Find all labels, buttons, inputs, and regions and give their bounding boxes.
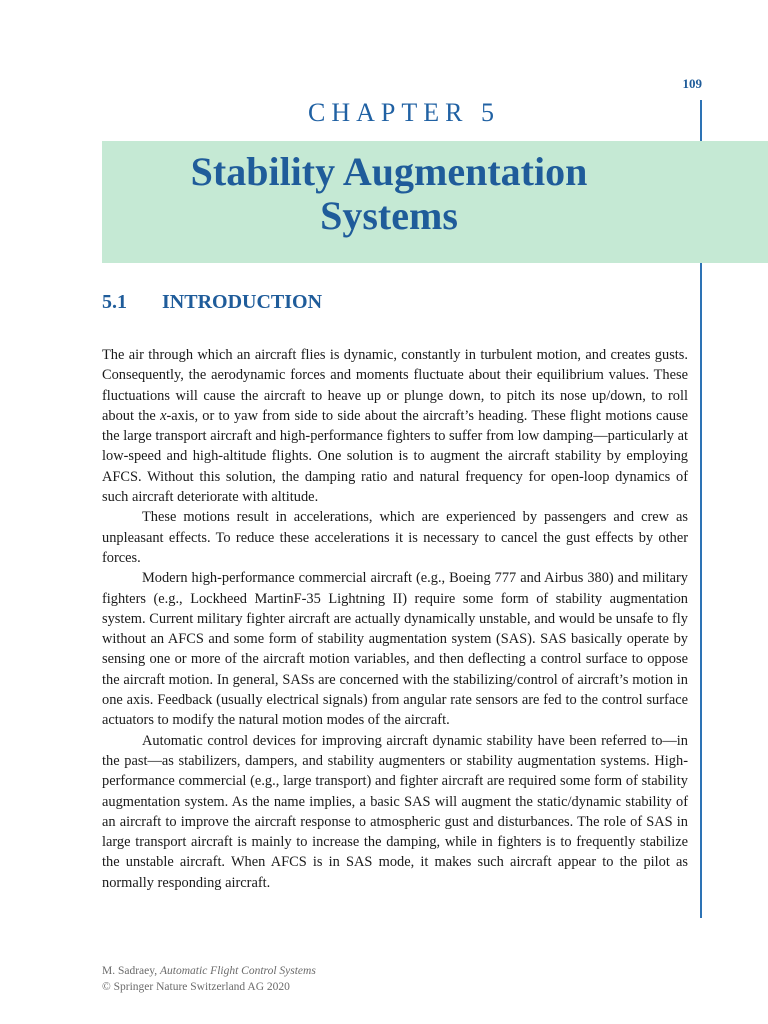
footer-book-title: Automatic Flight Control Systems [160,965,316,977]
body-text [102,345,688,893]
axis-variable: x [160,407,167,424]
chapter-title-line2: Systems [320,193,458,238]
section-heading [102,291,322,314]
paragraph-1 [102,345,688,507]
page-number: 109 [682,76,702,91]
paragraph-4: Automatic control devices for improving aircraft dynamic stability have been referred to—in the past—as stabilizers, dampers, and stability augmenters or stability augmentation systems. High-performance commercial (e.g., large transport) and fighter aircraft are required some form of stability augmentation system. As the name implies, a basic SAS will augment the static/dynamic stability of an aircraft to improve the aircraft response to atmospheric gust and disturbances. The role of SAS in large transport aircraft is mainly to increase the damping, while in fighters is to frequently stabilize the unstable aircraft. When AFCS is in SAS mode, it makes such aircraft appear to the pilot as normally responding aircraft. [102,732,688,891]
paragraph-2: These motions result in accelerations, which are experienced by passengers and crew as unpleasant effects. To reduce these accelerations it is necessary to cancel the gust effects by other forces. [102,509,688,566]
chapter-title [104,150,674,238]
section-number: 5.1 [102,291,127,313]
chapter-title-line1: Stability Augmentation [190,149,588,194]
footer-author: M. Sadraey, [102,965,161,977]
footer-citation [102,963,316,995]
section-title: INTRODUCTION [162,291,323,313]
paragraph-1-part-a: The air through which an aircraft flies is dynamic, constantly in turbulent motion, and creates gusts. Consequently, the aerodynamic forces and moments fluctuate about their equilibrium values. These fluctuations will cause the aircraft to heave up or plunge down, to pitch its nose up/down, to roll about the [102,347,688,424]
footer-copyright: © Springer Nature Switzerland AG 2020 [102,981,290,993]
chapter-label: CHAPTER 5 [308,98,500,127]
footer-line-1 [102,963,316,979]
paragraph-3: Modern high-performance commercial aircraft (e.g., Boeing 777 and Airbus 380) and military fighters (e.g., Lockheed MartinF-35 Lightning II) require some form of stability augmentation system. Current military fighter aircraft are actually dynamically unstable, and would be unsafe to fly without an AFCS and some form of stability augmentation system (SAS). SAS basically operate by sensing one or more of the aircraft motion variables, and then deflecting a control surface to oppose the aircraft motion. In general, SASs are concerned with the stabilizing/control of aircraft’s motion in one axis. Feedback (usually electrical signals) from angular rate sensors are fed to the control surface actuators to modify the natural motion modes of the aircraft. [102,570,688,729]
paragraph-1-part-b: -axis, or to yaw from side to side about the aircraft’s heading. These flight motions cause the large transport aircraft and high-performance fighters to suffer from low damping—particularly at low-speed and high-altitude flights. One solution is to augment the aircraft stability by employing AFCS. Without this solution, the damping ratio and natural frequency for open-loop dynamics of such aircraft deteriorate with altitude. [102,407,689,506]
